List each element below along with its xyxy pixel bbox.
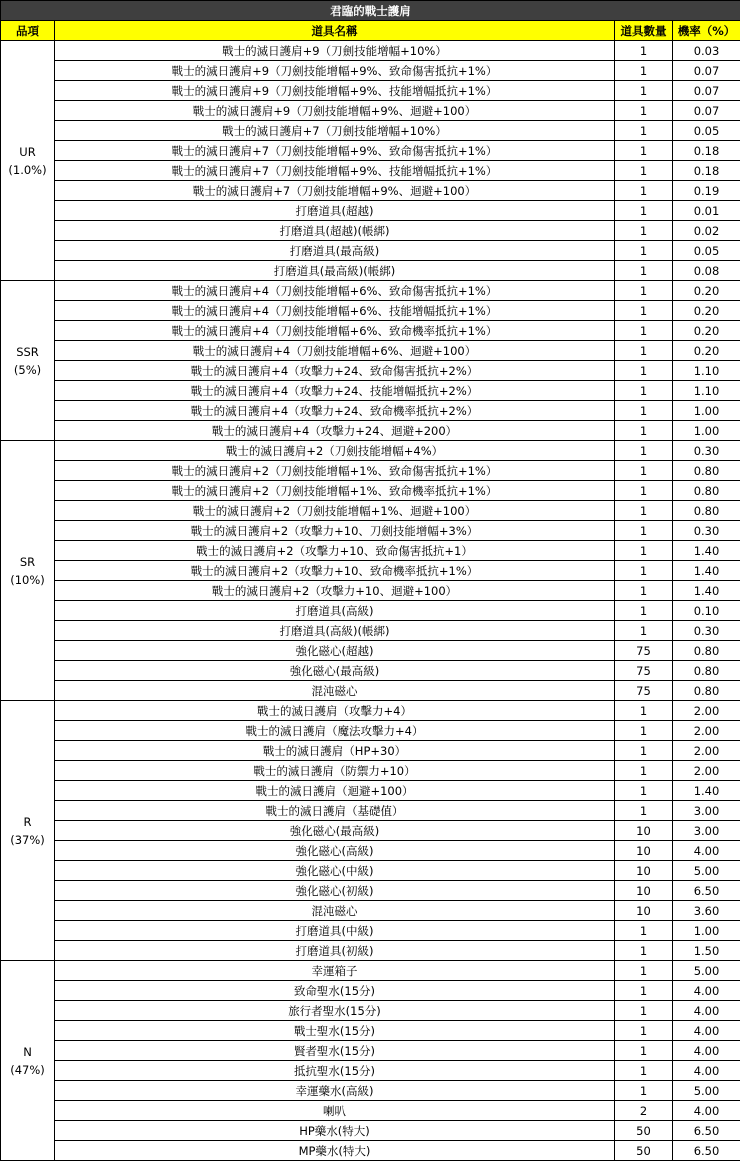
item-quantity-cell: 1 xyxy=(615,81,673,101)
item-name-cell: 抵抗聖水(15分) xyxy=(55,1061,615,1081)
item-name-cell: 戰士的滅日護肩+7（刀劍技能增幅+10%） xyxy=(55,121,615,141)
item-quantity-cell: 1 xyxy=(615,121,673,141)
item-quantity-cell: 1 xyxy=(615,761,673,781)
item-quantity-cell: 1 xyxy=(615,341,673,361)
table-row xyxy=(1,561,740,581)
item-rate-cell: 6.50 xyxy=(673,1141,740,1161)
table-row xyxy=(1,1061,740,1081)
tier-percent: (5%) xyxy=(13,362,42,377)
item-rate-cell: 4.00 xyxy=(673,1001,740,1021)
item-name-cell: 幸運箱子 xyxy=(55,961,615,981)
item-name-cell: 混沌磁心 xyxy=(55,901,615,921)
item-quantity-cell: 1 xyxy=(615,941,673,961)
table-row xyxy=(1,441,740,461)
item-rate-cell: 5.00 xyxy=(673,961,740,981)
item-quantity-cell: 1 xyxy=(615,701,673,721)
table-row xyxy=(1,601,740,621)
item-quantity-cell: 75 xyxy=(615,641,673,661)
item-rate-cell: 0.07 xyxy=(673,101,740,121)
item-quantity-cell: 1 xyxy=(615,521,673,541)
item-rate-cell: 0.30 xyxy=(673,621,740,641)
table-row xyxy=(1,1021,740,1041)
item-quantity-cell: 1 xyxy=(615,401,673,421)
item-rate-cell: 0.20 xyxy=(673,341,740,361)
item-quantity-cell: 10 xyxy=(615,841,673,861)
item-name-cell: 戰士的滅日護肩（防禦力+10） xyxy=(55,761,615,781)
tier-cell-ur xyxy=(1,41,55,281)
table-row xyxy=(1,841,740,861)
item-name-cell: 強化磁心(超越) xyxy=(55,641,615,661)
item-name-cell: 戰士的滅日護肩（魔法攻擊力+4） xyxy=(55,721,615,741)
tier-cell-ssr xyxy=(1,281,55,441)
table-row xyxy=(1,481,740,501)
item-name-cell: 賢者聖水(15分) xyxy=(55,1041,615,1061)
table-row xyxy=(1,701,740,721)
table-row xyxy=(1,681,740,701)
item-rate-cell: 0.80 xyxy=(673,501,740,521)
item-rate-cell: 1.40 xyxy=(673,561,740,581)
tier-name: SSR xyxy=(16,344,39,359)
item-name-cell: 戰士的滅日護肩+2（攻擊力+10、致命傷害抵抗+1） xyxy=(55,541,615,561)
item-name-cell: 戰士的滅日護肩（基礎值） xyxy=(55,801,615,821)
item-name-cell: 戰士的滅日護肩（攻擊力+4） xyxy=(55,701,615,721)
table-header-row xyxy=(1,21,740,41)
item-name-cell: 打磨道具(高級)(帳綁) xyxy=(55,621,615,641)
item-quantity-cell: 1 xyxy=(615,541,673,561)
item-rate-cell: 1.10 xyxy=(673,361,740,381)
item-name-cell: 打磨道具(中級) xyxy=(55,921,615,941)
item-name-cell: 混沌磁心 xyxy=(55,681,615,701)
item-name-cell: 戰士的滅日護肩+4（攻擊力+24、致命機率抵抗+2%） xyxy=(55,401,615,421)
table-row xyxy=(1,1081,740,1101)
item-rate-cell: 2.00 xyxy=(673,721,740,741)
table-row xyxy=(1,581,740,601)
tier-percent: (1.0%) xyxy=(8,162,47,177)
item-quantity-cell: 1 xyxy=(615,181,673,201)
item-rate-cell: 0.80 xyxy=(673,661,740,681)
item-quantity-cell: 75 xyxy=(615,661,673,681)
item-name-cell: 幸運藥水(高級) xyxy=(55,1081,615,1101)
item-quantity-cell: 1 xyxy=(615,621,673,641)
item-name-cell: 打磨道具(最高級)(帳綁) xyxy=(55,261,615,281)
item-rate-cell: 4.00 xyxy=(673,1021,740,1041)
item-rate-cell: 3.00 xyxy=(673,801,740,821)
item-rate-cell: 0.03 xyxy=(673,41,740,61)
item-rate-cell: 0.80 xyxy=(673,461,740,481)
tier-name: SR xyxy=(19,554,36,569)
table-row xyxy=(1,861,740,881)
item-name-cell: 戰士的滅日護肩+7（刀劍技能增幅+9%、致命傷害抵抗+1%） xyxy=(55,141,615,161)
item-rate-cell: 4.00 xyxy=(673,1041,740,1061)
table-row xyxy=(1,661,740,681)
item-name-cell: 致命聖水(15分) xyxy=(55,981,615,1001)
item-rate-cell: 0.07 xyxy=(673,81,740,101)
item-quantity-cell: 1 xyxy=(615,501,673,521)
tier-cell-sr xyxy=(1,441,55,701)
item-quantity-cell: 1 xyxy=(615,141,673,161)
item-quantity-cell: 75 xyxy=(615,681,673,701)
item-name-cell: 強化磁心(中級) xyxy=(55,861,615,881)
item-name-cell: 戰士的滅日護肩+4（刀劍技能增幅+6%、致命傷害抵抗+1%） xyxy=(55,281,615,301)
item-name-cell: 戰士的滅日護肩+2（刀劍技能增幅+1%、迴避+100） xyxy=(55,501,615,521)
item-rate-cell: 0.80 xyxy=(673,481,740,501)
item-quantity-cell: 1 xyxy=(615,61,673,81)
table-row xyxy=(1,261,740,281)
item-name-cell: 戰士的滅日護肩+4（刀劍技能增幅+6%、迴避+100） xyxy=(55,341,615,361)
item-quantity-cell: 1 xyxy=(615,1001,673,1021)
item-rate-cell: 0.30 xyxy=(673,521,740,541)
table-row xyxy=(1,921,740,941)
item-rate-cell: 5.00 xyxy=(673,1081,740,1101)
item-name-cell: 戰士的滅日護肩+4（攻擊力+24、致命傷害抵抗+2%） xyxy=(55,361,615,381)
item-rate-cell: 0.80 xyxy=(673,641,740,661)
item-rate-cell: 4.00 xyxy=(673,1101,740,1121)
table-row xyxy=(1,1041,740,1061)
item-quantity-cell: 1 xyxy=(615,101,673,121)
item-quantity-cell: 1 xyxy=(615,381,673,401)
item-name-cell: 戰士的滅日護肩+9（刀劍技能增幅+9%、致命傷害抵抗+1%） xyxy=(55,61,615,81)
item-name-cell: MP藥水(特大) xyxy=(55,1141,615,1161)
table-row xyxy=(1,1121,740,1141)
tier-percent: (10%) xyxy=(10,572,45,587)
item-rate-cell: 6.50 xyxy=(673,881,740,901)
item-rate-cell: 1.40 xyxy=(673,541,740,561)
table-row xyxy=(1,321,740,341)
item-name-cell: 強化磁心(最高級) xyxy=(55,821,615,841)
header-item-name: 道具名稱 xyxy=(55,21,615,41)
item-name-cell: 戰士的滅日護肩+4（刀劍技能增幅+6%、技能增幅抵抗+1%） xyxy=(55,301,615,321)
item-name-cell: 戰士的滅日護肩+4（攻擊力+24、技能增幅抵抗+2%） xyxy=(55,381,615,401)
item-quantity-cell: 1 xyxy=(615,241,673,261)
item-quantity-cell: 1 xyxy=(615,1081,673,1101)
item-rate-cell: 6.50 xyxy=(673,1121,740,1141)
tier-percent: (47%) xyxy=(10,1062,45,1077)
item-quantity-cell: 1 xyxy=(615,741,673,761)
item-quantity-cell: 10 xyxy=(615,901,673,921)
table-row xyxy=(1,121,740,141)
table-row xyxy=(1,1001,740,1021)
table-row xyxy=(1,821,740,841)
table-row xyxy=(1,221,740,241)
item-rate-cell: 0.30 xyxy=(673,441,740,461)
table-row xyxy=(1,941,740,961)
item-rate-cell: 1.00 xyxy=(673,401,740,421)
item-name-cell: 戰士的滅日護肩+2（刀劍技能增幅+1%、致命傷害抵抗+1%） xyxy=(55,461,615,481)
tier-name: UR xyxy=(19,144,36,159)
item-rate-cell: 0.20 xyxy=(673,321,740,341)
item-rate-cell: 4.00 xyxy=(673,981,740,1001)
item-quantity-cell: 1 xyxy=(615,201,673,221)
item-quantity-cell: 1 xyxy=(615,781,673,801)
item-rate-cell: 1.10 xyxy=(673,381,740,401)
item-rate-cell: 2.00 xyxy=(673,761,740,781)
item-name-cell: 戰士的滅日護肩+2（刀劍技能增幅+1%、致命機率抵抗+1%） xyxy=(55,481,615,501)
table-row xyxy=(1,761,740,781)
item-name-cell: 戰士的滅日護肩+2（攻擊力+10、致命機率抵抗+1%） xyxy=(55,561,615,581)
item-rate-cell: 0.01 xyxy=(673,201,740,221)
table-row xyxy=(1,461,740,481)
item-quantity-cell: 1 xyxy=(615,601,673,621)
item-quantity-cell: 50 xyxy=(615,1121,673,1141)
item-name-cell: 戰士的滅日護肩+2（攻擊力+10、迴避+100） xyxy=(55,581,615,601)
item-quantity-cell: 1 xyxy=(615,1021,673,1041)
item-quantity-cell: 1 xyxy=(615,961,673,981)
item-rate-cell: 1.40 xyxy=(673,581,740,601)
item-name-cell: 旅行者聖水(15分) xyxy=(55,1001,615,1021)
item-rate-cell: 1.50 xyxy=(673,941,740,961)
item-name-cell: 打磨道具(初級) xyxy=(55,941,615,961)
item-quantity-cell: 10 xyxy=(615,881,673,901)
item-quantity-cell: 1 xyxy=(615,41,673,61)
item-rate-cell: 0.05 xyxy=(673,121,740,141)
table-row xyxy=(1,401,740,421)
table-row xyxy=(1,901,740,921)
item-quantity-cell: 1 xyxy=(615,981,673,1001)
table-row xyxy=(1,981,740,1001)
item-rate-cell: 2.00 xyxy=(673,701,740,721)
item-name-cell: 強化磁心(高級) xyxy=(55,841,615,861)
tier-name: R xyxy=(23,814,32,829)
item-rate-cell: 4.00 xyxy=(673,1061,740,1081)
item-quantity-cell: 1 xyxy=(615,261,673,281)
item-rate-cell: 0.80 xyxy=(673,681,740,701)
item-quantity-cell: 1 xyxy=(615,921,673,941)
item-quantity-cell: 10 xyxy=(615,821,673,841)
tier-cell-r xyxy=(1,701,55,961)
item-name-cell: 打磨道具(高級) xyxy=(55,601,615,621)
item-name-cell: 戰士的滅日護肩+4（刀劍技能增幅+6%、致命機率抵抗+1%） xyxy=(55,321,615,341)
item-name-cell: 打磨道具(超越)(帳綁) xyxy=(55,221,615,241)
item-name-cell: HP藥水(特大) xyxy=(55,1121,615,1141)
table-row xyxy=(1,1101,740,1121)
table-row xyxy=(1,181,740,201)
table-row xyxy=(1,641,740,661)
table-row xyxy=(1,101,740,121)
table-title: 君臨的戰士護肩 xyxy=(1,1,740,21)
table-row xyxy=(1,421,740,441)
item-quantity-cell: 2 xyxy=(615,1101,673,1121)
table-row xyxy=(1,201,740,221)
tier-cell-n xyxy=(1,961,55,1161)
item-quantity-cell: 1 xyxy=(615,161,673,181)
item-rate-cell: 3.00 xyxy=(673,821,740,841)
tier-name: N xyxy=(23,1044,32,1059)
item-name-cell: 打磨道具(最高級) xyxy=(55,241,615,261)
table-row xyxy=(1,301,740,321)
item-quantity-cell: 1 xyxy=(615,1061,673,1081)
item-name-cell: 戰士的滅日護肩+7（刀劍技能增幅+9%、技能增幅抵抗+1%） xyxy=(55,161,615,181)
item-rate-cell: 0.20 xyxy=(673,281,740,301)
item-name-cell: 戰士的滅日護肩（迴避+100） xyxy=(55,781,615,801)
item-name-cell: 戰士的滅日護肩+9（刀劍技能增幅+10%） xyxy=(55,41,615,61)
item-rate-cell: 1.00 xyxy=(673,921,740,941)
item-rate-cell: 0.18 xyxy=(673,141,740,161)
table-row xyxy=(1,741,740,761)
item-rate-cell: 0.08 xyxy=(673,261,740,281)
table-row xyxy=(1,81,740,101)
table-row xyxy=(1,61,740,81)
item-rate-cell: 0.19 xyxy=(673,181,740,201)
table-row xyxy=(1,721,740,741)
header-tier: 品項 xyxy=(1,21,55,41)
table-row xyxy=(1,541,740,561)
table-row xyxy=(1,41,740,61)
item-rate-cell: 2.00 xyxy=(673,741,740,761)
item-name-cell: 戰士的滅日護肩+9（刀劍技能增幅+9%、技能增幅抵抗+1%） xyxy=(55,81,615,101)
table-title-row xyxy=(1,1,740,21)
table-row xyxy=(1,621,740,641)
table-row xyxy=(1,501,740,521)
item-name-cell: 打磨道具(超越) xyxy=(55,201,615,221)
item-name-cell: 戰士的滅日護肩（HP+30） xyxy=(55,741,615,761)
item-quantity-cell: 1 xyxy=(615,461,673,481)
item-name-cell: 戰士的滅日護肩+2（刀劍技能增幅+4%） xyxy=(55,441,615,461)
item-rate-cell: 1.40 xyxy=(673,781,740,801)
item-rate-cell: 4.00 xyxy=(673,841,740,861)
item-name-cell: 強化磁心(最高級) xyxy=(55,661,615,681)
table-row xyxy=(1,961,740,981)
item-name-cell: 喇叭 xyxy=(55,1101,615,1121)
item-quantity-cell: 1 xyxy=(615,361,673,381)
item-quantity-cell: 1 xyxy=(615,561,673,581)
item-quantity-cell: 1 xyxy=(615,221,673,241)
item-rate-cell: 0.05 xyxy=(673,241,740,261)
item-quantity-cell: 1 xyxy=(615,321,673,341)
item-quantity-cell: 50 xyxy=(615,1141,673,1161)
item-rate-cell: 0.07 xyxy=(673,61,740,81)
item-quantity-cell: 1 xyxy=(615,801,673,821)
item-name-cell: 戰士的滅日護肩+2（攻擊力+10、刀劍技能增幅+3%） xyxy=(55,521,615,541)
header-quantity: 道具數量 xyxy=(615,21,673,41)
table-row xyxy=(1,1141,740,1161)
item-quantity-cell: 1 xyxy=(615,441,673,461)
item-quantity-cell: 1 xyxy=(615,581,673,601)
item-rate-cell: 1.00 xyxy=(673,421,740,441)
item-rate-cell: 0.10 xyxy=(673,601,740,621)
header-rate: 機率（%） xyxy=(673,21,740,41)
item-quantity-cell: 1 xyxy=(615,1041,673,1061)
table-row xyxy=(1,161,740,181)
item-name-cell: 強化磁心(初級) xyxy=(55,881,615,901)
item-quantity-cell: 1 xyxy=(615,421,673,441)
item-name-cell: 戰士的滅日護肩+4（攻擊力+24、迴避+200） xyxy=(55,421,615,441)
item-quantity-cell: 10 xyxy=(615,861,673,881)
table-row xyxy=(1,361,740,381)
table-row xyxy=(1,341,740,361)
table-row xyxy=(1,881,740,901)
item-rate-cell: 0.18 xyxy=(673,161,740,181)
table-row xyxy=(1,781,740,801)
table-body xyxy=(1,41,740,1161)
table-row xyxy=(1,281,740,301)
tier-percent: (37%) xyxy=(10,832,45,847)
table-row xyxy=(1,141,740,161)
item-rate-cell: 0.20 xyxy=(673,301,740,321)
item-quantity-cell: 1 xyxy=(615,281,673,301)
item-rate-cell: 5.00 xyxy=(673,861,740,881)
item-rate-cell: 0.02 xyxy=(673,221,740,241)
item-quantity-cell: 1 xyxy=(615,481,673,501)
item-name-cell: 戰士的滅日護肩+7（刀劍技能增幅+9%、迴避+100） xyxy=(55,181,615,201)
table-row xyxy=(1,801,740,821)
item-name-cell: 戰士聖水(15分) xyxy=(55,1021,615,1041)
item-rate-cell: 3.60 xyxy=(673,901,740,921)
item-quantity-cell: 1 xyxy=(615,721,673,741)
table-row xyxy=(1,521,740,541)
table-row xyxy=(1,381,740,401)
item-name-cell: 戰士的滅日護肩+9（刀劍技能增幅+9%、迴避+100） xyxy=(55,101,615,121)
table-row xyxy=(1,241,740,261)
item-quantity-cell: 1 xyxy=(615,301,673,321)
